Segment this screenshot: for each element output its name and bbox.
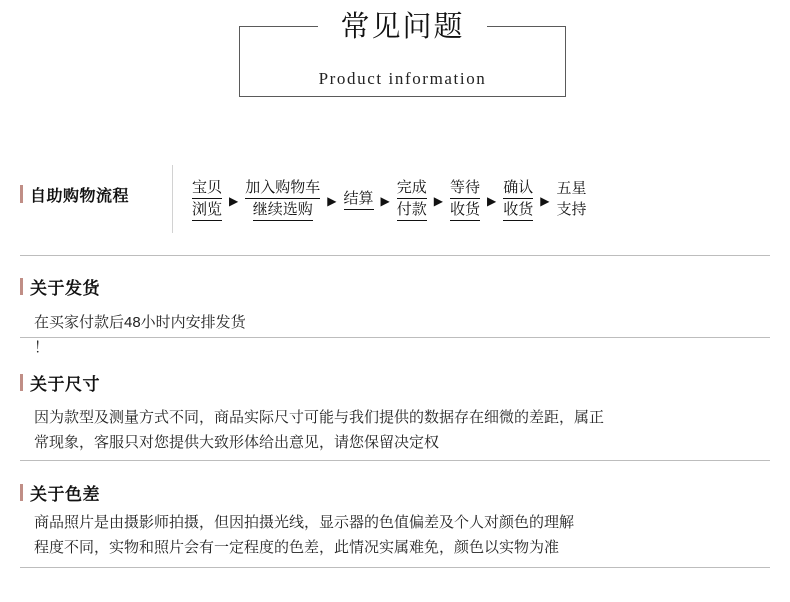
shopping-flow-label-text: 自助购物流程 — [30, 187, 130, 205]
flow-step-line: 支持 — [556, 201, 587, 218]
shopping-flow-label — [20, 181, 129, 207]
section-body-shipping — [34, 310, 774, 360]
flow-step-line: 等待 — [450, 177, 480, 199]
flow-step-line: 收货 — [450, 199, 480, 221]
flow-step-line: 完成 — [397, 177, 427, 199]
section-body-color — [34, 510, 779, 560]
flow-step-line: 确认 — [503, 177, 533, 199]
section-divider — [20, 567, 770, 568]
flow-step-line: 五星 — [556, 180, 587, 197]
flow-step-line: 浏览 — [192, 199, 222, 221]
section-divider — [20, 337, 770, 338]
section-heading-color-text: 关于色差 — [30, 484, 100, 504]
section-divider — [20, 460, 770, 461]
flow-arrow-icon: ▶ — [380, 194, 390, 208]
section-heading-shipping-text: 关于发货 — [30, 278, 100, 298]
page-title-text: 常见问题 — [318, 7, 486, 47]
flow-arrow-icon: ▶ — [229, 194, 239, 208]
flow-step-line: 收货 — [503, 199, 533, 221]
section-body-size — [34, 405, 779, 455]
flow-step-line: 加入购物车 — [245, 177, 320, 199]
accent-bar-icon — [20, 185, 23, 203]
flow-arrow-icon: ▶ — [327, 194, 337, 208]
flow-step — [557, 178, 587, 220]
body-line: ！ — [34, 339, 50, 356]
flow-step — [450, 177, 480, 221]
flow-step-line: 继续选购 — [253, 199, 313, 221]
page-title — [240, 7, 565, 47]
flow-step — [245, 177, 320, 221]
flow-arrow-icon: ▶ — [433, 194, 443, 208]
shopping-flow-steps — [192, 163, 587, 235]
body-line: 常现象，客服只对您提供大致形体给出意见，请您保留决定权 — [34, 434, 440, 451]
flow-step-line: 结算 — [344, 188, 374, 210]
section-heading-size — [20, 370, 100, 394]
accent-bar-icon — [20, 484, 23, 501]
flow-arrow-icon: ▶ — [487, 194, 497, 208]
body-line: 程度不同，实物和照片会有一定程度的色差，此情况实属难免，颜色以实物为准 — [34, 539, 560, 556]
flow-step — [192, 177, 222, 221]
flow-step — [397, 177, 427, 221]
flow-step-line: 宝贝 — [192, 177, 222, 199]
section-heading-color — [20, 480, 100, 504]
flow-step — [344, 188, 374, 210]
body-line: 商品照片是由摄影师拍摄，但因拍摄光线，显示器的色值偏差及个人对颜色的理解 — [34, 514, 575, 531]
shopping-flow-section — [0, 163, 790, 235]
page-subtitle: Product information — [318, 69, 487, 88]
section-heading-shipping — [20, 274, 100, 298]
flow-step — [503, 177, 533, 221]
section-heading-size-text: 关于尺寸 — [30, 374, 100, 394]
accent-bar-icon — [20, 374, 23, 391]
body-line: 因为款型及测量方式不同，商品实际尺寸可能与我们提供的数据存在细微的差距，属正 — [34, 409, 605, 426]
section-divider — [20, 255, 770, 256]
header-banner — [239, 11, 566, 97]
body-line: 在买家付款后48小时内安排发货 — [34, 314, 246, 331]
accent-bar-icon — [20, 278, 23, 295]
vertical-divider — [172, 165, 173, 233]
flow-step-line: 付款 — [397, 199, 427, 221]
flow-arrow-icon: ▶ — [540, 194, 550, 208]
